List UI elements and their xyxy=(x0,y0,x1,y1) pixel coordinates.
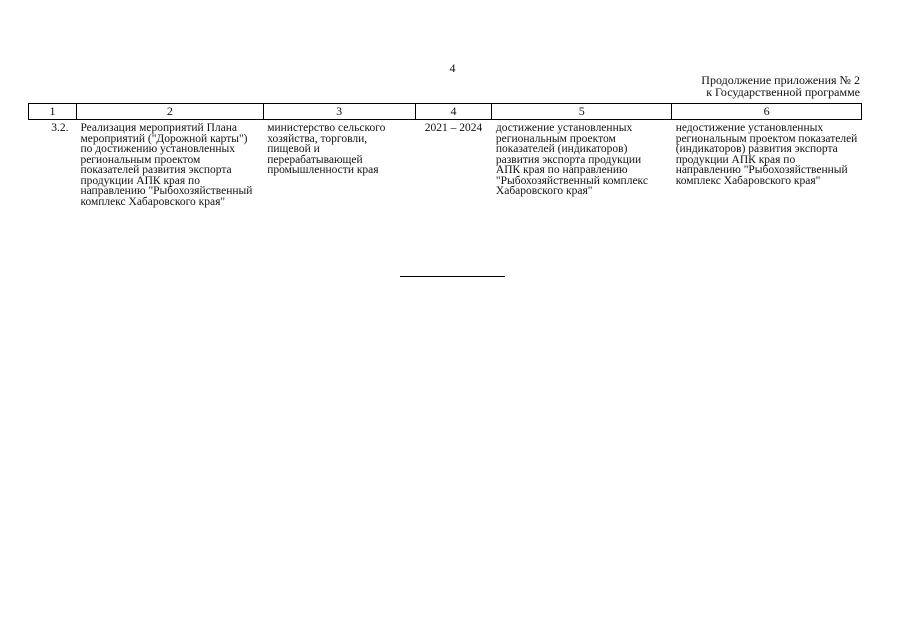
table-row xyxy=(29,120,862,208)
event-cell: Реализация мероприятий Плана мероприятий ("Дорожной карты") по достижению установленных региональным проектом показателей развития экспорта продукции АПК края по направлению "Рыбохозяйственный комплекс Хабаровского края" xyxy=(80,122,253,208)
end-separator-line xyxy=(400,276,505,277)
column-number-3: 3 xyxy=(263,104,415,120)
column-number-row xyxy=(29,104,862,120)
result-cell: достижение установленных региональным проектом показателей (индикаторов) развития экспорта продукции АПК края по направлению "Рыбохозяйственный комплекс Хабаровского края" xyxy=(495,122,648,197)
column-number-4: 4 xyxy=(415,104,492,120)
period-cell: 2021 – 2024 xyxy=(424,122,483,134)
page-number: 4 xyxy=(449,61,456,75)
appendix-line-1: Продолжение приложения № 2 xyxy=(701,73,860,87)
appendix-caption xyxy=(701,74,860,98)
program-table xyxy=(28,103,862,207)
row-number-cell: 3.2. xyxy=(51,122,69,134)
column-number-6: 6 xyxy=(672,104,862,120)
consequence-cell: недостижение установленных региональным проектом показателей (индикаторов) развития экспорта продукции АПК края по направлению "Рыбохозяйственный комплекс Хабаровского края" xyxy=(675,122,858,187)
column-number-5: 5 xyxy=(492,104,672,120)
column-number-1: 1 xyxy=(29,104,77,120)
column-number-2: 2 xyxy=(76,104,263,120)
executor-cell: министерство сельского хозяйства, торговли, пищевой и перерабатывающей промышленности края xyxy=(267,122,386,176)
appendix-line-2: к Государственной программе xyxy=(706,85,860,99)
